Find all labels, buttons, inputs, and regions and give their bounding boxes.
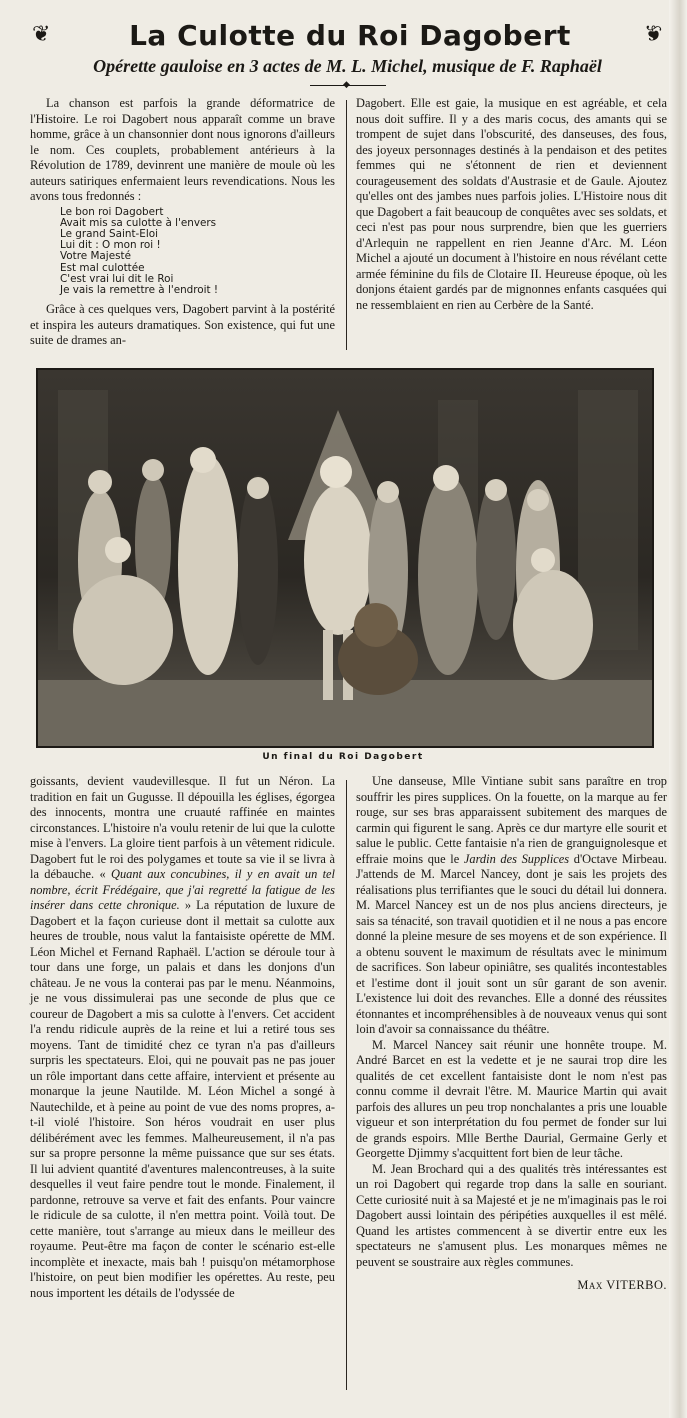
song-line: Le grand Saint-Eloi	[60, 227, 158, 240]
quote-italic: Quant aux concubines, il y en avait un tel nombre, écrit Frédégaire, que j'ai regretté la fatigue de les insérer dans cette chronique.	[30, 867, 335, 912]
photo-caption: Un final du Roi Dagobert	[262, 752, 424, 762]
leaf-ornament-icon: ❦	[643, 22, 662, 47]
text-run: Une danseuse, Mlle Vintiane subit sans paraître en trop souffrir les pires supplices. On la fouette, on la marque au fer rouge, sur ses bras apparaissent subitement des marques de carmin qui figurent le sang. Après ce dur martyre elle sourit et salue le public. Cette fantaisie n'a rien de granguignolesque et effraie moins que le	[356, 774, 667, 866]
text-run: d'Octave Mirbeau. J'attends de M. Marcel Nancey, dont je sais les projets des réalisations plus terrifiantes que le souci du détail lui donnera. M. Marcel Nancey est un de nos plus anciens directeurs, je sais sa ténacité, son travail quotidien et il ne nous a pas encore donné la pleine mesure de ses moyens et de son expérience. Il a obtenu souvent le maximum de résultats avec le minimum de sacrifices. Son labeur opiniâtre, ses qualités incontestables et l'estime dont il jouit sont un sûr garant de son avenir. L'existence lui doit des revanches. Elle a donné des réussites étonnantes et incompréhensibles à de nouveaux venus qui sont loin d'avoir sa connaissance du théâtre.	[356, 851, 667, 1036]
title-divider	[310, 82, 386, 88]
paragraph	[356, 774, 667, 1038]
paragraph: M. Marcel Nancey sait réunir une honnête troupe. M. André Barcet en est la vedette et je ne saurai trop dire les qualités de cet excellent fantaisiste dont le nom n'est pas connu comme il devrait l'être. M. Maurice Martin qui avait parfois des allures un peu trop nonchalantes a pris une louable vigueur et son interprétation du fou permet de fonder sur lui de grands espoirs. Mlle Berthe Daurial, Germaine Gerly et Georgette Djimmy s'acquittent fort bien de leur tâche.	[356, 1037, 667, 1160]
song-line: Je vais la remettre à l'endroit !	[60, 283, 219, 296]
song-line: Est mal culottée	[60, 261, 145, 274]
article-title-block	[30, 14, 670, 58]
author-signature: Max VITERBO.	[577, 1278, 667, 1292]
column-4	[356, 774, 667, 1294]
leaf-ornament-icon: ❦	[32, 22, 51, 47]
title-italic: Jardin des Supplices	[463, 851, 570, 866]
song-line: Votre Majesté	[60, 250, 131, 263]
paragraph: La chanson est parfois la grande déformatrice de l'Histoire. Le roi Dagobert nous apparaît comme un brave homme, grâce à un chansonnier dont nous ignorons d'ailleurs le nom. Ces couplets, probablement antérieurs à la Révolution de 1789, devinrent une manière de moule où les auteurs satiriques enfermaient leurs revendications. Nous les avons tous fredonnés :	[30, 96, 335, 203]
article-title: La Culotte du Roi Dagobert	[129, 19, 571, 52]
text-run: goissants, devient vaudevillesque. Il fut un Néron. La tradition en fait un Gugusse. Il dépouilla les églises, égorgea des innocents, montra une cruauté raffinée en maintes circonstances. L'histoire n'a voulu retenir de lui que la culotte mise à l'envers. La gloire tient parfois à un vêtement ridicule. Dagobert fut le roi des polygames et toute sa vie il se livra à la débauche. «	[30, 774, 335, 881]
song-line: Le bon roi Dagobert	[60, 205, 164, 218]
column-3	[30, 774, 335, 1301]
song-line: Lui dit : O mon roi !	[60, 239, 161, 252]
song-line: Avait mis sa culotte à l'envers	[60, 216, 217, 229]
page-fold-edge	[669, 0, 687, 1418]
column-divider	[346, 100, 347, 350]
article-subtitle: Opérette gauloise en 3 actes de M. L. Michel, musique de F. Raphaël	[93, 56, 602, 76]
paragraph	[30, 774, 335, 1301]
photo-illustration	[38, 370, 652, 746]
paragraph: Grâce à ces quelques vers, Dagobert parvint à la postérité et inspira les auteurs dramatiques. Son existence, qui fut une suite de drames an-	[30, 302, 335, 348]
paragraph: Dagobert. Elle est gaie, la musique en est agréable, et cela nous doit suffire. Il y a des maris cocus, des amants qui se trompent de sujet dans l'obscurité, des danseuses, des fous, des joyeux personnages destinés à la pendaison et des petites femmes qui ne s'étonnent de rien et deviennent courageusement des soldats d'Austrasie et de Gaule. Ajoutez qu'elles ont des jambes nues parfois jolies. L'Histoire nous dit que Dagobert a fait beaucoup de conquêtes avec ses soldats, et ceci n'est pas pour nous surprendre, bien que les guerriers d'Arlequin ne rappellent en rien Jeanne d'Arc. M. Léon Michel a ajouté un document à l'histoire en nous révélant cette armée féminine du fils de Clotaire II. Heureuse époque, où les donjons étaient gardés par de mignonnes enfants casquées qui ne ressemblaient en rien au Cerbère de la Santé.	[356, 96, 667, 312]
song-verses	[60, 207, 335, 297]
stage-photograph	[36, 368, 654, 748]
column-divider	[346, 780, 347, 1390]
song-line: C'est vrai lui dit le Roi	[60, 272, 174, 285]
column-1	[30, 96, 335, 349]
column-2	[356, 96, 667, 313]
paragraph: M. Jean Brochard qui a des qualités très intéressantes est un roi Dagobert qui regarde trop dans la salle en souriant. Cette curiosité nuit à sa Majesté et je ne m'imaginais pas le roi Dagobert aussi lointain des péripéties auxquelles il est mêlé. Quand les artistes commencent à se divertir entre eux les spectateurs ne s'amusent plus. Les monarques mêmes ne peuvent se soustraire aux règles communes.	[356, 1161, 667, 1269]
divider-ornament: ◆	[343, 80, 350, 90]
text-run: » La réputation de luxure de Dagobert et la façon curieuse dont il mettait sa culotte aux heures de trouble, nous valut la fantaisiste opérette de MM. Léon Michel et Fernand Raphaël. L'action se déroule tour à tour dans une forge, un palais et dans les donjons d'un château. Je ne vous la conterai pas par le menu. Néanmoins, je ne vous dissimulerai pas une seconde de plus que ce coureur de Dagobert a mis sa culotte à l'envers. Cet accident l'a rendu ridicule auprès de la reine et lui a retiré tous ses moyens. Tant de timidité chez ce tyran n'a pas d'ailleurs surpris les spectateurs. Eloi, qui ne pouvait pas ne pas jouer un rôle important dans cette affaire, intervient et présente au monarque la jeune Nautilde. M. Léon Michel a songé à Nautechilde, et à peine au point de vue des noms propres, a-t-il violé l'histoire. Son héros voudrait en user plus délibérément avec les femmes. Malheureusement, il n'a pas sur sa propre personne la même puissance que sur ses états. Il lui advient quantité d'aventures malencontreuses, à la suite desquelles il veut faire pendre tout le monde. Finalement, il pardonne, retrouve sa verve et fait des enfants. Pour vaincre le ridicule de sa culotte, il n'en mettra point. Voilà tout. De cette manière, tout s'arrange au mieux dans le meilleur des royaume. Peut-être ma façon de conter le scénario est-elle incomplète et inexacte, mais bah ! puisqu'on métamorphose l'histoire, on peut bien modifier les opérettes. Au reste, peu nous importent les détails de l'odyssée de	[30, 898, 335, 1300]
